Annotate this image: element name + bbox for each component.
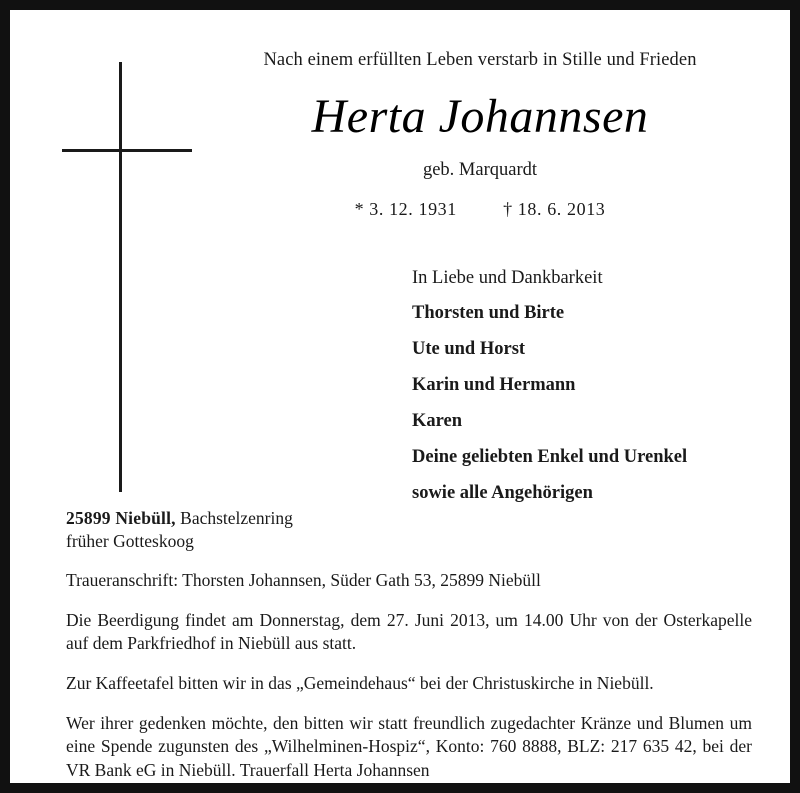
- cross-horizontal-bar: [62, 149, 192, 152]
- family-intro: In Liebe und Dankbarkeit: [412, 268, 603, 288]
- family-member: Karen: [412, 411, 463, 431]
- cross-vertical-bar: [119, 62, 122, 492]
- cross-icon: [62, 62, 192, 492]
- family-member: sowie alle Angehörigen: [412, 483, 593, 503]
- address-former: früher Gotteskoog: [66, 531, 194, 551]
- family-member: Thorsten und Birte: [412, 303, 565, 323]
- mourning-address: Traueranschrift: Thorsten Johannsen, Süder Gath 53, 25899 Niebüll: [66, 570, 541, 590]
- family-member: Deine geliebten Enkel und Urenkel: [412, 447, 688, 467]
- family-member: Karin und Hermann: [412, 375, 576, 395]
- address-line: [66, 508, 752, 529]
- deceased-name: Herta Johannsen: [311, 90, 649, 143]
- address-city: 25899 Niebüll,: [66, 508, 176, 528]
- maiden-name: geb. Marquardt: [422, 160, 538, 180]
- family-member: Ute und Horst: [412, 339, 526, 359]
- address-street: Bachstelzenring: [180, 508, 293, 528]
- coffee-invitation: Zur Kaffeetafel bitten wir in das „Gemeindehaus“ bei der Christuskirche in Niebüll.: [66, 673, 654, 694]
- life-dates: [200, 199, 760, 220]
- death-date: † 18. 6. 2013: [503, 199, 606, 219]
- header-block: [200, 50, 760, 220]
- donation-info: Wer ihrer gedenken möchte, den bitten wir statt freundlich zugedachter Kränze und Blumen um eine Spende zugunsten des „Wilhelminen-Hospiz“, Konto: 760 8888, BLZ: 217 635 42, bei der VR Bank eG in Niebüll. Trauerfall Herta Johannsen: [66, 713, 752, 780]
- birth-date: * 3. 12. 1931: [354, 199, 457, 219]
- obituary-inner-frame: [10, 10, 790, 783]
- details-block: [66, 508, 752, 782]
- family-block: [412, 268, 687, 519]
- funeral-info: Die Beerdigung findet am Donnerstag, dem 27. Juni 2013, um 14.00 Uhr von der Osterkapelle auf dem Parkfriedhof in Niebüll aus statt.: [66, 610, 752, 654]
- lead-text: Nach einem erfüllten Leben verstarb in Stille und Frieden: [263, 50, 697, 70]
